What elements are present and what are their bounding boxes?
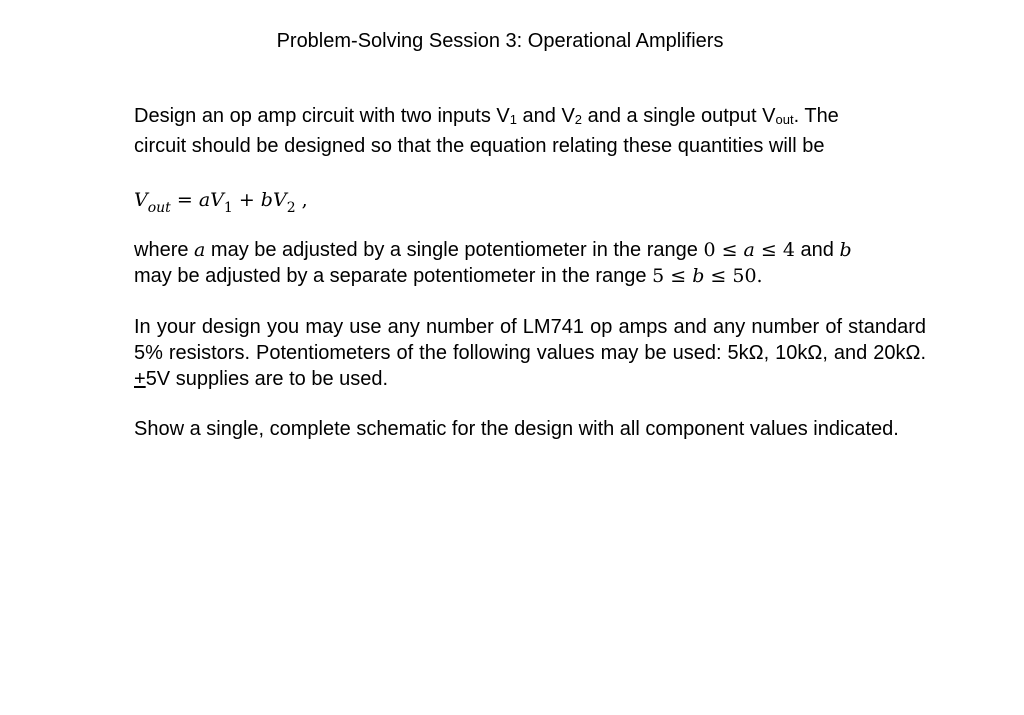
schematic-paragraph — [134, 416, 926, 442]
eq-equals: = — [170, 189, 199, 211]
eq-vout: V — [134, 189, 148, 211]
schematic-text: Show a single, complete schematic for the design with all component values indicated. — [134, 418, 899, 440]
range-b-high: ≤ 50. — [704, 265, 763, 287]
eq-b: b — [260, 189, 273, 211]
eq-tail: , — [295, 189, 308, 211]
range-text-3: and — [794, 239, 840, 261]
range-a-high: ≤ 4 — [754, 239, 795, 261]
range-a-var: a — [743, 239, 755, 261]
range-paragraph — [134, 237, 926, 289]
eq-plus: + — [232, 189, 261, 211]
range-b-var: b — [692, 265, 705, 287]
design-text-line2: circuit should be designed so that the equation relating these quantities will be — [134, 135, 825, 157]
v1-subscript: 1 — [509, 112, 517, 127]
design-text-4: . The — [793, 105, 839, 127]
range-var-a: a — [194, 239, 206, 261]
range-a-low: 0 ≤ — [703, 239, 744, 261]
eq-v2: V — [272, 189, 287, 211]
components-paragraph — [134, 314, 926, 392]
eq-a: a — [198, 189, 211, 211]
components-text-1: In your design you may use any number of LM741 op amps and any number of standard 5% resistors. Potentiometers of the following values may be used: 5kΩ, 10kΩ, and 20kΩ. — [134, 316, 926, 364]
range-var-b: b — [839, 239, 852, 261]
design-text-3: and a single output V — [582, 105, 776, 127]
output-equation — [134, 185, 926, 215]
page-title: Problem-Solving Session 3: Operational Amplifiers — [276, 30, 724, 52]
v2-subscript: 2 — [574, 112, 583, 127]
range-text-2: may be adjusted by a single potentiometer in the range — [205, 239, 704, 261]
design-text-1: Design an op amp circuit with two inputs V — [134, 105, 510, 127]
problem-statement — [134, 103, 926, 442]
eq-v2-sub: 2 — [286, 200, 296, 216]
components-text-2: 5V supplies are to be used. — [145, 368, 389, 390]
vout-subscript: out — [775, 112, 794, 127]
plus-minus-symbol: + — [134, 368, 146, 390]
range-text-4: may be adjusted by a separate potentiometer in the range — [134, 265, 653, 287]
design-text-2: and V — [516, 105, 575, 127]
design-paragraph — [134, 103, 926, 159]
range-text-1: where — [134, 239, 195, 261]
eq-v1: V — [210, 189, 224, 211]
range-b-low: 5 ≤ — [652, 265, 693, 287]
eq-vout-sub: out — [147, 200, 171, 216]
eq-v1-sub: 1 — [223, 200, 233, 216]
